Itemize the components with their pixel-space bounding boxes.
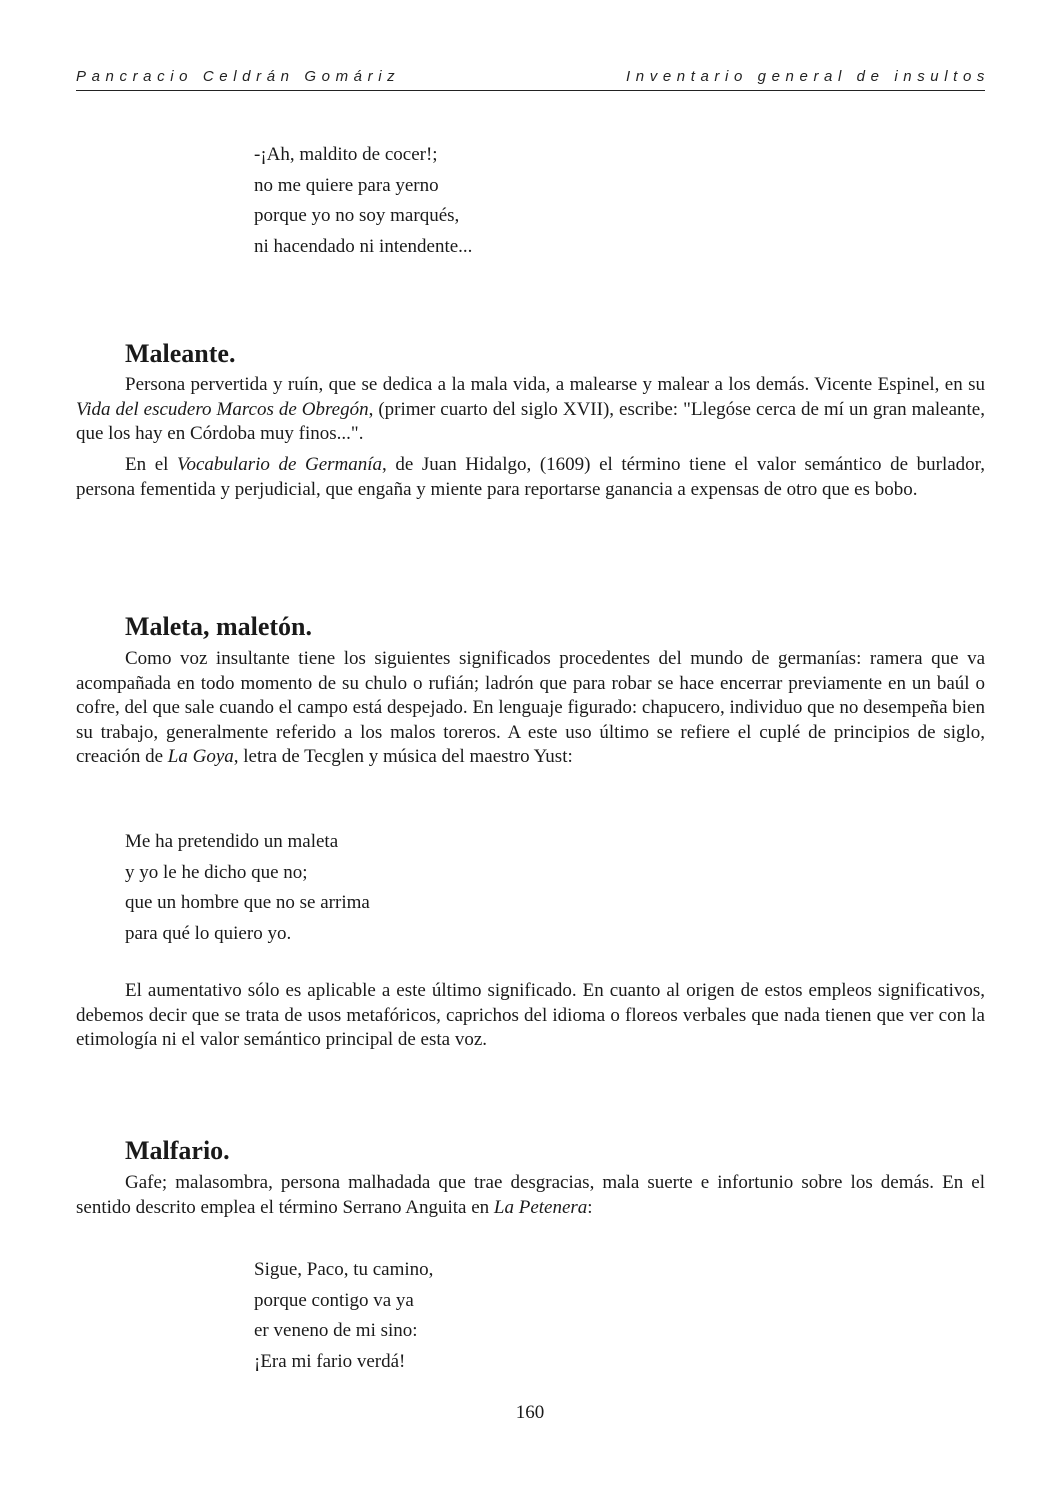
entry-paragraph: Como voz insultante tiene los siguientes significados procedentes del mundo de germanías: ramera que va acompañada en todo momento de su chulo o rufián; ladrón que para robar se hace encerrar previamente en un baúl o cofre, del que sale cuando el campo está despejado. En lenguaje figurado: chapucero, individuo que no desempeña bien su trabajo, generalmente referido a los malos toreros. A este uso último se refiere el cuplé de principios de siglo, creación de La Goya, letra de Tecglen y música del maestro Yust: <box>76 648 985 767</box>
page-number: 160 <box>515 1402 545 1423</box>
verse-line: ni hacendado ni intendente... <box>254 235 473 257</box>
entry-paragraph: El aumentativo sólo es aplicable a este último significado. En cuanto al origen de estos empleos significativos, debemos decir que se trata de usos metafóricos, caprichos del idioma o floreos verbales que nada tienen que ver con la etimología ni el valor semántico principal de esta voz. <box>76 980 985 1050</box>
running-header <box>76 68 990 91</box>
entry-paragraph: Persona pervertida y ruín, que se dedica a la mala vida, a malearse y malear a los demás. Vicente Espinel, en su Vida del escudero Marcos de Obregón, (primer cuarto del siglo XVII), escribe: "Llegóse cerca de mí un gran maleante, que los hay en Córdoba muy finos...". <box>76 374 985 444</box>
verse-line: -¡Ah, maldito de cocer!; <box>254 144 438 165</box>
entry-heading-maleta: Maleta, maletón. <box>125 612 313 641</box>
entry-heading-maleante: Maleante. <box>125 339 236 368</box>
verse-line: Me ha pretendido un maleta <box>125 831 339 852</box>
verse-line: porque contigo va ya <box>254 1289 414 1311</box>
verse-line: ¡Era mi fario verdá! <box>254 1350 406 1372</box>
entry-heading-malfario: Malfario. <box>125 1136 230 1165</box>
verse-quote-1 <box>254 140 472 262</box>
entry-paragraph: Gafe; malasombra, persona malhadada que trae desgracias, mala suerte e infortunio sobre los demás. En el sentido descrito emplea el término Serrano Anguita en La Petenera: <box>76 1172 985 1218</box>
verse-quote-3 <box>254 1255 433 1377</box>
verse-line: para qué lo quiero yo. <box>125 922 292 944</box>
verse-quote-2 <box>125 827 370 949</box>
verse-line: que un hombre que no se arrima <box>125 892 370 913</box>
verse-line: y yo le he dicho que no; <box>125 861 308 883</box>
verse-line: porque yo no soy marqués, <box>254 205 460 226</box>
header-author: Pancracio Celdrán Gomáriz <box>76 68 401 85</box>
entry-paragraph: En el Vocabulario de Germanía, de Juan Hidalgo, (1609) el término tiene el valor semántico de burlador, persona fementida y perjudicial, que engaña y miente para reportarse ganancia a expensas de otro que es bobo. <box>76 454 985 500</box>
verse-line: no me quiere para yerno <box>254 174 439 196</box>
verse-line: Sigue, Paco, tu camino, <box>254 1259 434 1280</box>
header-book-title: Inventario general de insultos <box>626 68 990 85</box>
verse-line: er veneno de mi sino: <box>254 1320 418 1341</box>
